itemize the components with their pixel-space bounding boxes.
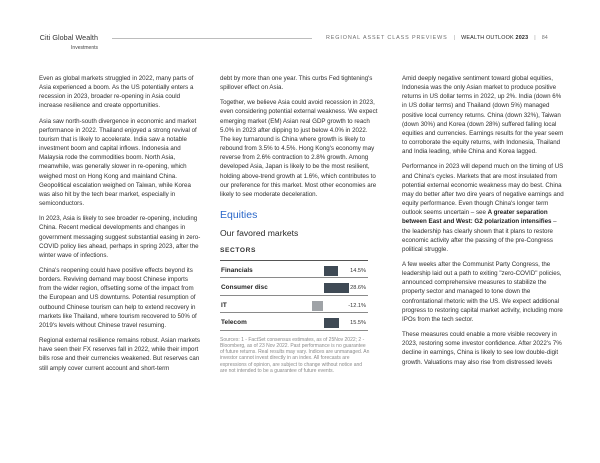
- running-head: [326, 35, 548, 41]
- sector-value: -12.1%: [348, 302, 366, 309]
- paragraph: China's reopening could have positive effects beyond its borders. Reviving demand may boost Chinese imports from the wider region, offsetting some of the impact from the European and US downturns. Potential resumption of outbound Chinese tourism can help to extend recovery in markets like Thailand, where tourism recovered to 50% of 2019's levels without Chinese travel resuming.: [39, 266, 197, 329]
- paragraph-text: Performance in 2023 will depend much on the timing of US and China's cycles. Markets that are most insulated from potential external economic weakness may do best. China may do better after two dire years of negative earnings and equity performance. Even though China's longer term outlook seems uncertain – see: [402, 163, 564, 217]
- separator: |: [453, 35, 456, 41]
- sector-bar: [324, 266, 338, 276]
- sector-label: Consumer disc: [221, 284, 268, 291]
- sources-footnote: Sources: 1 - FactSet consensus estimates, as of 25Nov 2022; 2 - Bloomberg, as of 23 Nov 2022. Past performance is no guarantee of future returns. Real results may vary. Indices are unmanaged. An investor cannot invest directly in an index. All forecasts are expressions of opinion, are subject to change without notice and are not intended to be a guarantee of future events.: [220, 336, 370, 374]
- paragraph: Amid deeply negative sentiment toward global equities, Indonesia was the only Asian market to produce positive returns in US dollar terms in 2022, up 2%. India (down 6% in US dollar terms) and Thailand (down 5%) managed positive local currency returns. China (down 32%), Taiwan (down 30%) and Korea (down 28%) suffered falling local equities and currencies. Earnings results for the year seem to corroborate the equity returns, with Indonesia, Thailand and India leading, while China and Korea lagged.: [402, 75, 564, 156]
- sector-label: Financials: [221, 266, 253, 274]
- sector-bar: [324, 318, 339, 328]
- sector-value: 14.5%: [350, 267, 366, 274]
- paragraph: Regional external resilience remains robust. Asian markets have seen their FX reserves fall in 2022, while their import bills rose and their currencies weakened. But reserves can still amply cover current account and short-term: [39, 337, 200, 372]
- header-divider: [112, 38, 312, 39]
- paragraph: In 2023, Asia is likely to see broader re-opening, including China. Recent medical developments and changes in government messaging suggest substantial easing in zero-COVID policy lies ahead, perhaps in spring 2023, after the winter wave of infections.: [39, 215, 201, 259]
- sector-label: Telecom: [221, 319, 247, 326]
- sector-label: IT: [221, 301, 227, 309]
- paragraph: Even as global markets struggled in 2022, many parts of Asia experienced a boom. As the US potentially enters a recession in 2023, broader re-opening in Asia could increase resilience and create opportunities.: [39, 75, 194, 110]
- brand-name: Citi Global Wealth: [39, 33, 98, 42]
- sector-row-financials: [220, 261, 368, 279]
- cross-reference-link[interactable]: A greater separation between East and West: G2 polarization intensifies: [402, 209, 552, 226]
- sector-value: 15.5%: [350, 320, 366, 326]
- column-2: [220, 74, 378, 374]
- publication-prefix: WEALTH OUTLOOK: [461, 35, 514, 41]
- section-title: REGIONAL ASSET CLASS PREVIEWS: [326, 35, 448, 41]
- paragraph: Asia saw north-south divergence in economic and market performance in 2022. Thailand enjoyed a strong revival of tourism that is likely to accelerate. India saw a notable investment boom and capital inflows. Indonesia and Malaysia rode the commodities boom. North Asia, meanwhile, was generally slower in re-opening, which weighed most on Hong Kong and mainland China. Geopolitical escalation weighed on Taiwan, while Korea was also hit by the tech bear market, especially in semiconductors.: [39, 117, 197, 208]
- sector-row-telecom: [220, 313, 368, 331]
- paragraph: Together, we believe Asia could avoid recession in 2023, even considering potential external weakness. We expect emerging market (EM) Asian real GDP growth to reach 5.0% in 2023 after dipping to just below 4.0% in 2022. The key turnaround is China where growth is likely to rebound from 3.5% to 4.5%. Hong Kong's economy may reverse from 2.6% contraction to 2.8% growth. Among developed Asia, Japan is likely to be the most resilient, holding above-trend growth at 1.6%, which contributes to our preference for this market. Most other economies are likely to see moderate deceleration.: [220, 99, 378, 198]
- sector-row-it: [220, 296, 368, 314]
- paragraph: These measures could enable a more visible recovery in 2023, restoring some investor confidence. After 2022's 7% decline in earnings, China is likely to see low double-digit growth. Valuations may also rise from distressed levels: [402, 331, 562, 366]
- favored-markets-heading: Our favored markets: [220, 228, 299, 239]
- paragraph-text: – the leadership has clearly shown that it plans to restore economic activity after the passing of the pre-Congress political struggle.: [402, 218, 557, 253]
- page-number: 84: [541, 35, 548, 41]
- paragraph: A few weeks after the Communist Party Congress, the leadership laid out a path to exiting "zero-COVID" policies, announced comprehensive measures to stabilize the property sector and managed to tone down the confrontational rhetoric with the US. We expect additional progress to restoring capital market activity, including more IPOs from the tech sector.: [402, 260, 563, 323]
- sector-bar: [312, 301, 323, 311]
- equities-heading: Equities: [220, 209, 258, 222]
- page-header: [0, 0, 600, 60]
- sector-value: 28.6%: [350, 285, 366, 291]
- paragraph: debt by more than one year. This curbs Fed tightening's spillover effect on Asia.: [220, 75, 373, 92]
- publication-year: 2023: [515, 35, 529, 41]
- sector-row-consumer-disc: [220, 278, 368, 296]
- publication-title: [461, 35, 528, 41]
- sector-bar: [324, 283, 349, 293]
- separator: |: [534, 35, 536, 41]
- sectors-heading: SECTORS: [220, 246, 368, 260]
- paragraph: [402, 162, 566, 254]
- column-1: [39, 74, 201, 379]
- column-3: [402, 74, 566, 373]
- brand-subtitle: Investments: [71, 45, 98, 51]
